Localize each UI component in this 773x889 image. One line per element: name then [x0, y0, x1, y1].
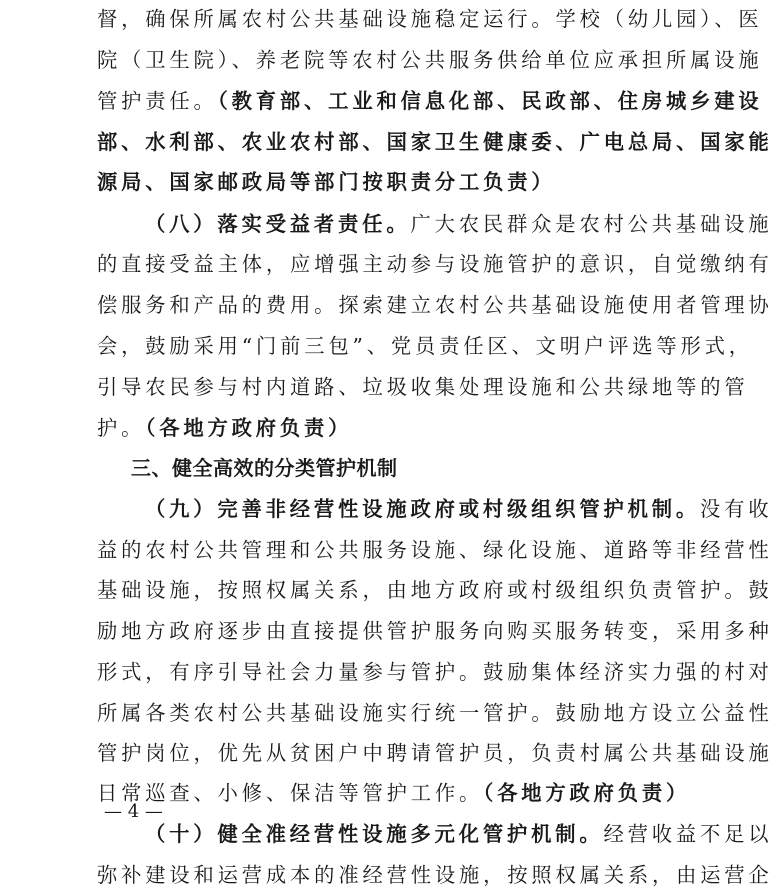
text-line: [97, 250, 773, 278]
bold-text: （九）完善非经营性设施政府或村级组织管护机制。: [145, 497, 701, 521]
text-line: [97, 658, 773, 686]
text-span: 督，确保所属农村公共基础设施稳定运行。学校（幼儿园）、医: [97, 7, 763, 31]
bold-text: （八）落实受益者责任。: [145, 212, 411, 236]
text-line: [97, 414, 352, 442]
text-line: [97, 536, 773, 564]
bold-text: 部、水利部、农业农村部、国家卫生健康委、广电总局、国家能: [97, 130, 773, 154]
text-span: 会，鼓励采用“门前三包”、党员责任区、文明户评选等形式，: [97, 334, 753, 358]
text-span: 的直接受益主体，应增强主动参与设施管护的意识，自觉缴纳有: [97, 252, 773, 276]
text-line: [97, 46, 763, 74]
text-span: 引导农民参与村内道路、垃圾收集处理设施和公共绿地等的管: [97, 375, 749, 399]
text-span: 管护责任。: [97, 89, 218, 113]
text-line: [97, 779, 690, 807]
text-line: [97, 617, 773, 645]
text-span: 广大农民群众是农村公共基础设施: [410, 212, 773, 236]
bold-text: 源局、国家邮政局等部门按职责分工负责）: [97, 170, 556, 194]
text-span: 护。: [97, 416, 146, 440]
page-number: — 4 —: [104, 801, 163, 822]
text-line: [145, 210, 772, 238]
text-line: [97, 332, 753, 360]
bold-text: （各地方政府负责）: [483, 781, 691, 805]
text-line: [97, 87, 763, 115]
section-heading: [131, 454, 398, 482]
text-line: [97, 576, 773, 604]
text-line: [145, 495, 772, 523]
bold-text: （十）健全准经营性设施多元化管护机制。: [145, 822, 604, 846]
text-span: 励地方政府逐步由直接提供管护服务向购买服务转变，采用多种: [97, 619, 773, 643]
text-span: 偿服务和产品的费用。探索建立农村公共基础设施使用者管理协: [97, 293, 773, 317]
text-line: [97, 739, 773, 767]
text-span: 没有收: [700, 497, 773, 521]
text-span: 院（卫生院）、养老院等农村公共服务供给单位应承担所属设施: [97, 48, 763, 72]
text-line: [97, 5, 763, 33]
text-line: [145, 820, 772, 848]
bold-text: （各地方政府负责）: [145, 416, 353, 440]
text-span: 经营收益不足以: [603, 822, 773, 846]
text-span: 所属各类农村公共基础设施实行统一管护。鼓励地方设立公益性: [97, 701, 773, 725]
bold-text: 三、健全高效的分类管护机制: [131, 456, 398, 480]
text-line: [97, 168, 556, 196]
text-span: 管护岗位，优先从贫困户中聘请管护员，负责村属公共基础设施: [97, 741, 773, 765]
text-span: 弥补建设和运营成本的准经营性设施，按照权属关系，由运营企: [97, 863, 773, 887]
text-span: 基础设施，按照权属关系，由地方政府或村级组织负责管护。鼓: [97, 578, 773, 602]
text-line: [97, 128, 773, 156]
text-line: [97, 861, 773, 889]
text-line: [97, 291, 773, 319]
text-line: [97, 373, 749, 401]
text-span: 形式，有序引导社会力量参与管护。鼓励集体经济实力强的村对: [97, 660, 773, 684]
bold-text: （教育部、工业和信息化部、民政部、住房城乡建设: [217, 89, 763, 113]
text-span: 日常巡查、小修、保洁等管护工作。: [97, 781, 484, 805]
text-line: [97, 699, 773, 727]
text-span: 益的农村公共管理和公共服务设施、绿化设施、道路等非经营性: [97, 538, 773, 562]
